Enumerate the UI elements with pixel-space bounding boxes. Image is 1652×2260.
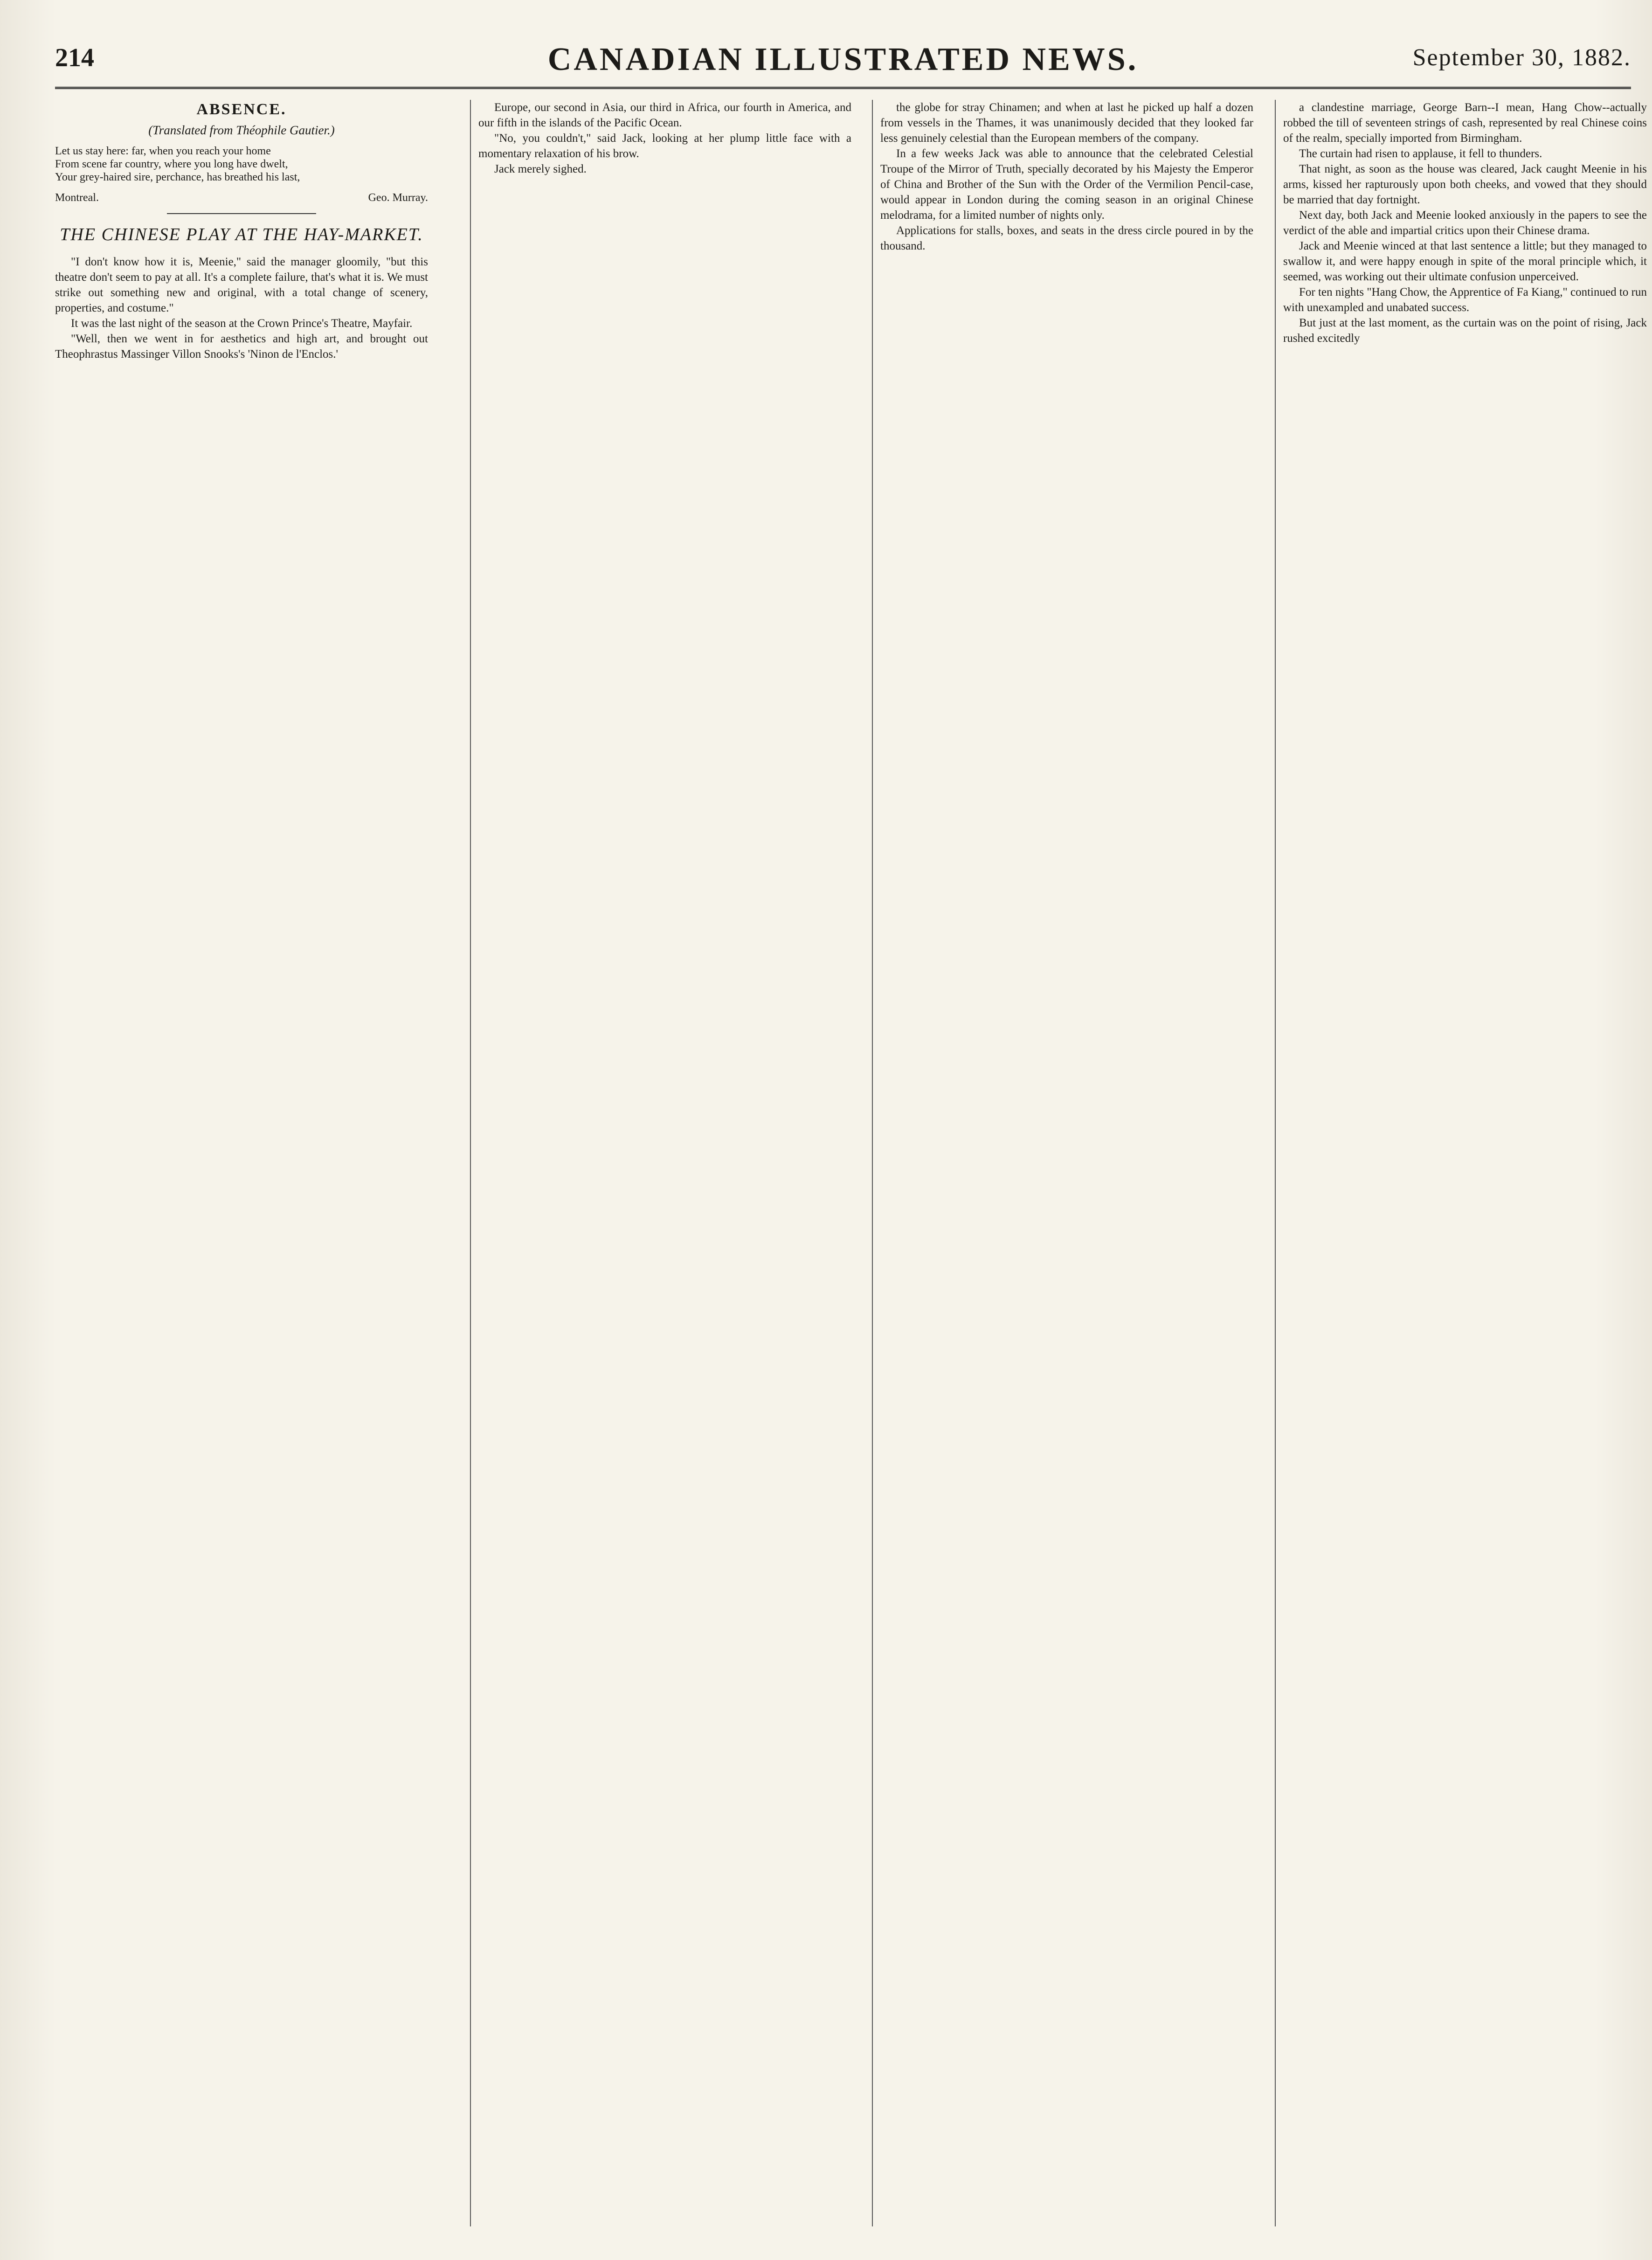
- article-paragraph: "Well, then we went in for aesthetics and high art, and brought out Theophrastus Massinger Villon Snooks's 'Ninon de l'Enclos.': [55, 333, 428, 360]
- article-paragraph: Jack merely sighed.: [494, 163, 587, 175]
- column-2: [478, 100, 851, 2226]
- article-paragraph: It was the last night of the season at the Crown Prince's Theatre, Mayfair.: [71, 317, 413, 330]
- column-rule: [872, 100, 873, 2226]
- section-separator: [167, 213, 316, 214]
- article-paragraph: "I don't know how it is, Meenie," said the manager gloomily, "but this theatre don't seem to pay at all. It's a complete failure, that's what it is. We must strike out something new and original, with a total change of scenery, properties, and costume.": [55, 256, 428, 314]
- article-paragraph: In a few weeks Jack was able to announce that the celebrated Celestial Troupe of the Mirror of Truth, specially decorated by his Majesty the Emperor of China and Brother of the Sun with the Order of the Vermilion Pencil-case, would appear in London during the coming season in an original Chinese melodrama, for a limited number of nights only.: [880, 147, 1253, 222]
- column-rule: [470, 100, 471, 2226]
- issue-date: September 30, 1882.: [1412, 44, 1631, 71]
- article-paragraph: Europe, our second in Asia, our third in Africa, our fourth in America, and our fifth in the islands of the Pacific Ocean.: [478, 101, 851, 129]
- column-4: [1283, 100, 1647, 2226]
- column-rule: [1275, 100, 1276, 2226]
- article-paragraph: Jack and Meenie winced at that last sentence a little; but they managed to swallow it, and were happy enough in spite of the moral principle which, it seemed, was working out their ultimate confusion unperceived.: [1283, 240, 1647, 283]
- poem-author: Geo. Murray.: [368, 192, 428, 204]
- running-title: CANADIAN ILLUSTRATED NEWS.: [547, 42, 1139, 77]
- article-paragraph: Next day, both Jack and Meenie looked anxiously in the papers to see the verdict of the able and impartial critics upon their Chinese drama.: [1283, 209, 1647, 237]
- masthead-rule: [55, 87, 1631, 89]
- article-paragraph: For ten nights "Hang Chow, the Apprentice of Fa Kiang," continued to run with unexampled and unabated success.: [1283, 286, 1647, 314]
- masthead: [55, 41, 1631, 84]
- poem-line: From scene far country, where you long have dwelt,: [55, 158, 288, 170]
- column-1: [55, 100, 428, 2226]
- poem-place: Montreal.: [55, 192, 99, 204]
- article-paragraph: "No, you couldn't," said Jack, looking at her plump little face with a momentary relaxation of his brow.: [478, 132, 851, 160]
- article-paragraph: the globe for stray Chinamen; and when at last he picked up half a dozen from vessels in the Thames, it was unanimously decided that they looked far less genuinely celestial than the European members of the company.: [880, 101, 1253, 145]
- article-paragraph: The curtain had risen to applause, it fell to thunders.: [1299, 147, 1542, 160]
- page-number: 214: [55, 43, 94, 72]
- poem-line: Your grey-haired sire, perchance, has breathed his last,: [55, 171, 300, 183]
- poem-subtitle: (Translated from Théophile Gautier.): [148, 123, 335, 137]
- poem-footer: [55, 190, 428, 206]
- article-paragraph: That night, as soon as the house was cleared, Jack caught Meenie in his arms, kissed her rapturously upon both cheeks, and vowed that they should be married that day fortnight.: [1283, 163, 1647, 206]
- article-paragraph: Applications for stalls, boxes, and seats in the dress circle poured in by the thousand.: [880, 224, 1253, 252]
- article-paragraph: But just at the last moment, as the curtain was on the point of rising, Jack rushed excitedly: [1283, 317, 1647, 345]
- column-3: [880, 100, 1253, 2226]
- poem-line: Let us stay here: far, when you reach your home: [55, 145, 271, 157]
- article-title: THE CHINESE PLAY AT THE HAY-MARKET.: [60, 225, 423, 244]
- article-paragraph: a clandestine marriage, George Barn--I mean, Hang Chow--actually robbed the till of seventeen strings of cash, represented by real Chinese coins of the realm, specially imported from Birmingham.: [1283, 101, 1647, 145]
- poem-title: ABSENCE.: [196, 101, 287, 118]
